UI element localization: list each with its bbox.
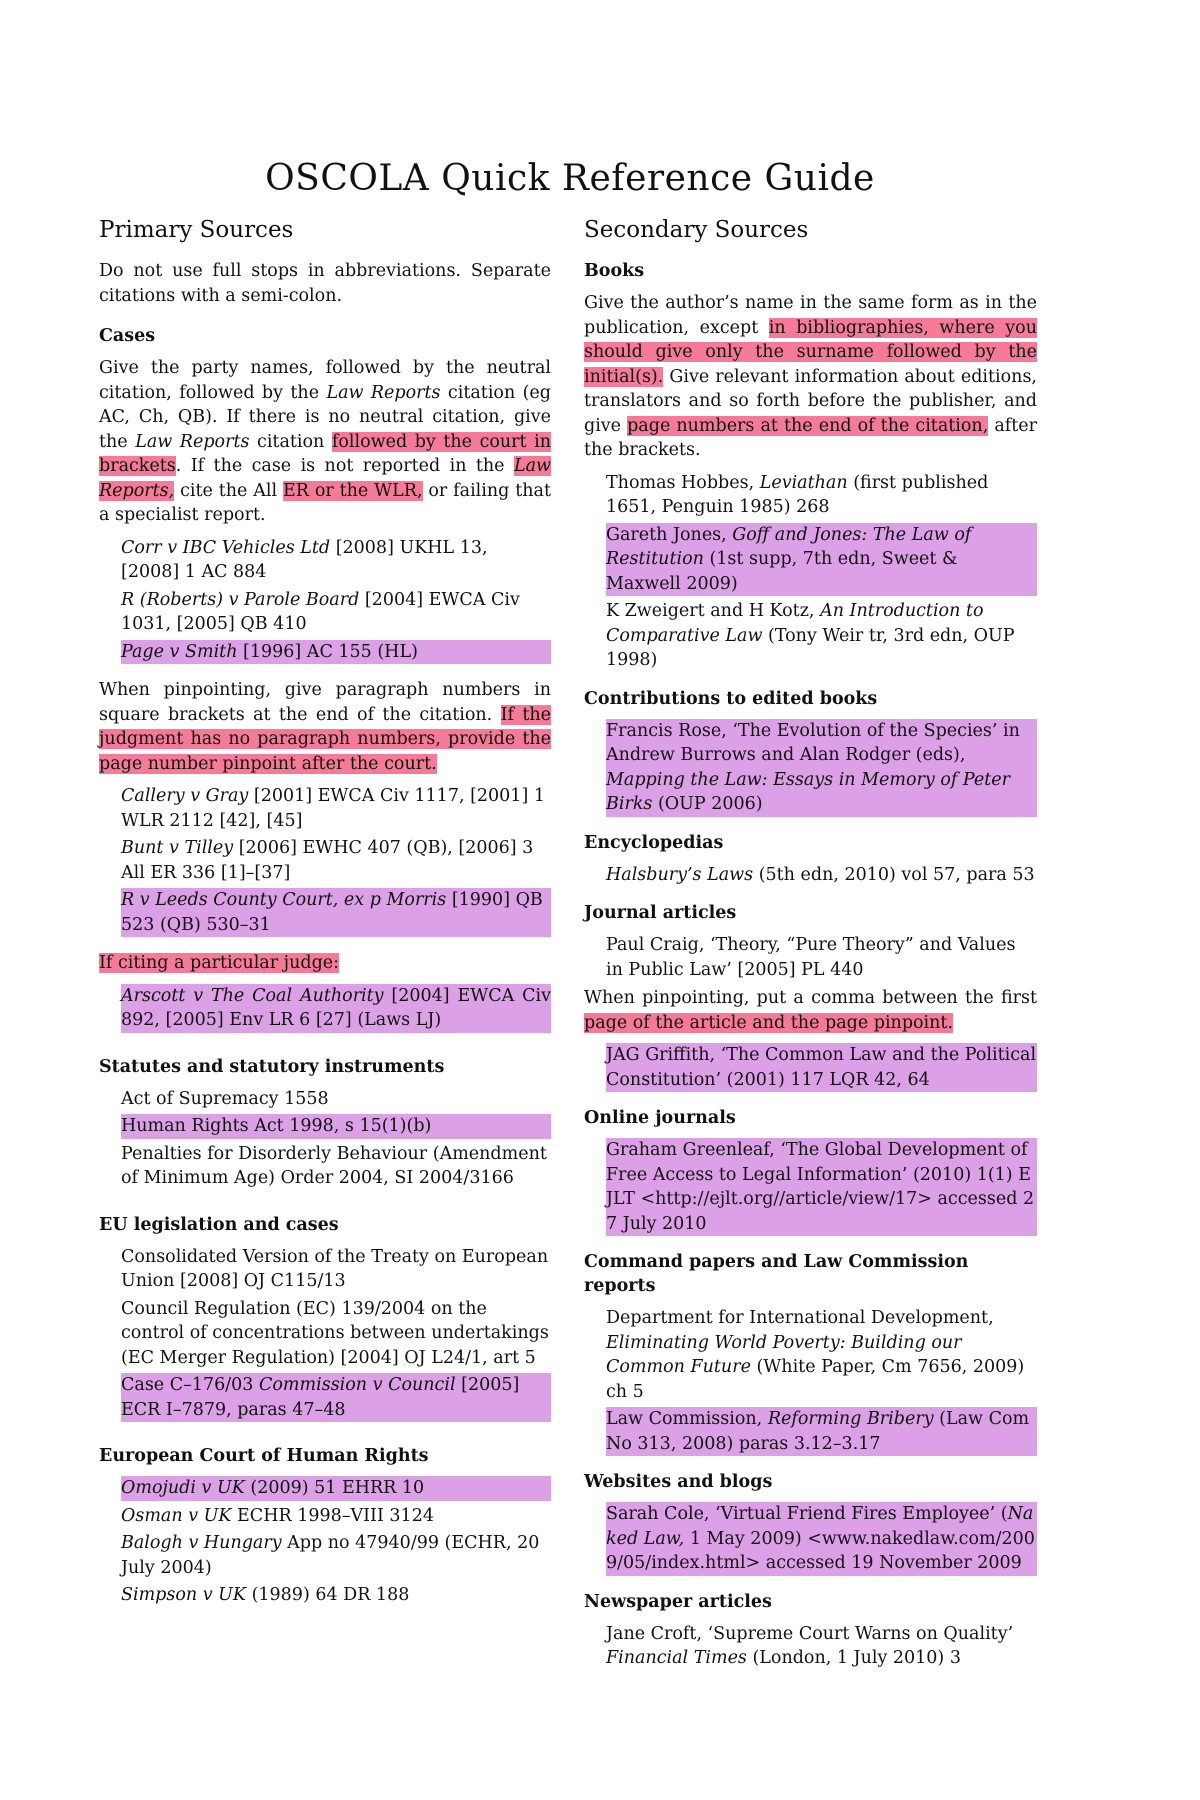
- citation-example: R (Roberts) v Parole Board [2004] EWCA Civ 1031, [2005] QB 410: [121, 589, 520, 634]
- book-examples: [584, 471, 1037, 673]
- cases-heading: Cases: [99, 326, 156, 346]
- journal-examples-1: [584, 933, 1037, 982]
- encyclopedia-examples: [584, 863, 1037, 888]
- contribution-examples: [584, 719, 1037, 817]
- page-title: OSCOLA Quick Reference Guide: [265, 158, 875, 199]
- statutes-heading: Statutes and statutory instruments: [99, 1056, 445, 1077]
- eu-examples: [99, 1245, 551, 1423]
- citation-example: Osman v UK ECHR 1998–VIII 3124: [121, 1505, 434, 1526]
- newspapers-heading: Newspaper articles: [584, 1591, 772, 1612]
- primary-sources-heading: Primary Sources: [99, 217, 294, 243]
- highlight: page numbers at the end of the citation,: [627, 415, 989, 436]
- citation-example: Human Rights Act 1998, s 15(1)(b): [121, 1114, 551, 1139]
- online-journals-heading: Online journals: [584, 1108, 736, 1128]
- citation-example: Callery v Gray [2001] EWCA Civ 1117, [2001] 1 WLR 2112 [42], [45]: [121, 786, 545, 831]
- citation-example: Corr v IBC Vehicles Ltd [2008] UKHL 13, [2008] 1 AC 884: [121, 537, 488, 582]
- highlight: Law Reports,: [99, 456, 551, 501]
- highlight: in bibliographies, where you should give only the surname followed by the initial(s).: [584, 317, 1037, 387]
- journals-heading: Journal articles: [584, 903, 737, 923]
- command-paper-examples: [584, 1306, 1037, 1456]
- highlight: ER or the WLR,: [283, 480, 423, 501]
- books-heading: Books: [584, 261, 645, 281]
- secondary-sources-heading: Secondary Sources: [584, 217, 809, 243]
- eu-heading: EU legislation and cases: [99, 1214, 339, 1235]
- journals-paragraph: When pinpointing, put a comma between the first page of the article and the page pinpoint.: [584, 988, 1037, 1033]
- citation-example: Balogh v Hungary App no 47940/99 (ECHR, 20 July 2004): [121, 1533, 540, 1578]
- echr-heading: European Court of Human Rights: [99, 1446, 429, 1466]
- citation-example: Arscott v The Coal Authority [2004] EWCA Civ 892, [2005] Env LR 6 [27] (Laws LJ): [121, 984, 551, 1033]
- citation-example: R v Leeds County Court, ex p Morris [1990] QB 523 (QB) 530–31: [121, 888, 551, 937]
- citation-example: Graham Greenleaf, ‘The Global Development of Free Access to Legal Information’ (2010) 1(1) EJLT <http://ejlt.org//article/view/17> accessed 27 July 2010: [606, 1138, 1037, 1236]
- primary-sources-column: [99, 215, 551, 1622]
- citation-example: Case C–176/03 Commission v Council [2005] ECR I–7879, paras 47–48: [121, 1373, 551, 1422]
- books-paragraph: Give the author’s name in the same form as in the publication, except in bibliographies, where you should give only the surname followed by the initial(s). Give relevant information about editions, translators and so forth before the publisher, and give page numbers at the end of the citation, after the brackets.: [584, 293, 1037, 460]
- online-journal-examples: [584, 1138, 1037, 1236]
- cases-paragraph-2: When pinpointing, give paragraph numbers in square brackets at the end of the citation. If the judgment has no paragraph numbers, provide the page number pinpoint after the court.: [99, 680, 551, 774]
- citation-example: Paul Craig, ‘Theory, “Pure Theory” and Values in Public Law’ [2005] PL 440: [606, 935, 1016, 980]
- contributions-heading: Contributions to edited books: [584, 688, 878, 709]
- citation-example: Halsbury’s Laws (5th edn, 2010) vol 57, para 53: [606, 864, 1035, 885]
- citation-example: JAG Griffith, ‘The Common Law and the Political Constitution’ (2001) 117 LQR 42, 64: [606, 1043, 1037, 1092]
- citation-example: Act of Supremacy 1558: [121, 1088, 329, 1109]
- echr-examples: [99, 1476, 551, 1608]
- citation-example: Penalties for Disorderly Behaviour (Amendment of Minimum Age) Order 2004, SI 2004/3166: [121, 1143, 547, 1188]
- citation-example: Thomas Hobbes, Leviathan (first published 1651, Penguin 1985) 268: [606, 472, 989, 517]
- encyclopedias-heading: Encyclopedias: [584, 832, 724, 853]
- newspaper-examples: [584, 1622, 1037, 1671]
- judge-note: If citing a particular judge:: [99, 953, 340, 973]
- citation-example: Department for International Development, Eliminating World Poverty: Building our Common Future (White Paper, Cm 7656, 2009) ch 5: [606, 1308, 1025, 1402]
- citation-example: Law Commission, Reforming Bribery (Law Com No 313, 2008) paras 3.12–3.17: [606, 1407, 1037, 1456]
- citation-example: Jane Croft, ‘Supreme Court Warns on Quality’ Financial Times (London, 1 July 2010) 3: [606, 1623, 1014, 1668]
- highlight: followed by the court in brackets: [99, 431, 551, 476]
- citation-example: Council Regulation (EC) 139/2004 on the control of concentrations between undertakings (EC Merger Regulation) [2004] OJ L24/1, art 5: [121, 1298, 549, 1368]
- highlight: page of the article and the page pinpoint.: [584, 1012, 954, 1033]
- primary-intro: Do not use full stops in abbreviations. Separate citations with a semi-colon.: [99, 261, 551, 306]
- citation-example: K Zweigert and H Kotz, An Introduction to Comparative Law (Tony Weir tr, 3rd edn, OUP 1998): [606, 601, 1015, 670]
- citation-example: Consolidated Version of the Treaty on European Union [2008] OJ C115/13: [121, 1246, 549, 1291]
- citation-example: Bunt v Tilley [2006] EWHC 407 (QB), [2006] 3 All ER 336 [1]–[37]: [121, 838, 534, 883]
- website-examples: [584, 1502, 1037, 1576]
- case-examples-2: [99, 784, 551, 937]
- citation-example: Gareth Jones, Goff and Jones: The Law of Restitution (1st supp, 7th edn, Sweet & Maxwell 2009): [606, 523, 1037, 597]
- citation-example: Omojudi v UK (2009) 51 EHRR 10: [121, 1476, 551, 1501]
- citation-example: Sarah Cole, ‘Virtual Friend Fires Employee’ (Naked Law, 1 May 2009) <www.nakedlaw.com/2009/05/index.html> accessed 19 November 2009: [606, 1502, 1037, 1576]
- citation-example: Simpson v UK (1989) 64 DR 188: [121, 1585, 410, 1605]
- secondary-sources-column: [584, 215, 1037, 1685]
- statute-examples: [99, 1087, 551, 1191]
- highlight: If the judgment has no paragraph numbers, provide the page number pinpoint after the court.: [99, 704, 551, 774]
- citation-example: Page v Smith [1996] AC 155 (HL): [121, 640, 551, 665]
- command-papers-heading: Command papers and Law Commission reports: [584, 1252, 969, 1296]
- citation-example: Francis Rose, ‘The Evolution of the Species’ in Andrew Burrows and Alan Rodger (eds), Mapping the Law: Essays in Memory of Peter Birks (OUP 2006): [606, 719, 1037, 817]
- cases-paragraph-1: Give the party names, followed by the neutral citation, followed by the Law Reports citation (eg AC, Ch, QB). If there is no neutral citation, give the Law Reports citation followed by the court in brackets. If the case is not reported in the Law Reports, cite the All ER or the WLR, or failing that a specialist report.: [99, 358, 551, 525]
- websites-heading: Websites and blogs: [584, 1472, 773, 1492]
- case-examples-3: [99, 984, 551, 1033]
- case-examples-1: [99, 536, 551, 665]
- journal-examples-2: [584, 1043, 1037, 1092]
